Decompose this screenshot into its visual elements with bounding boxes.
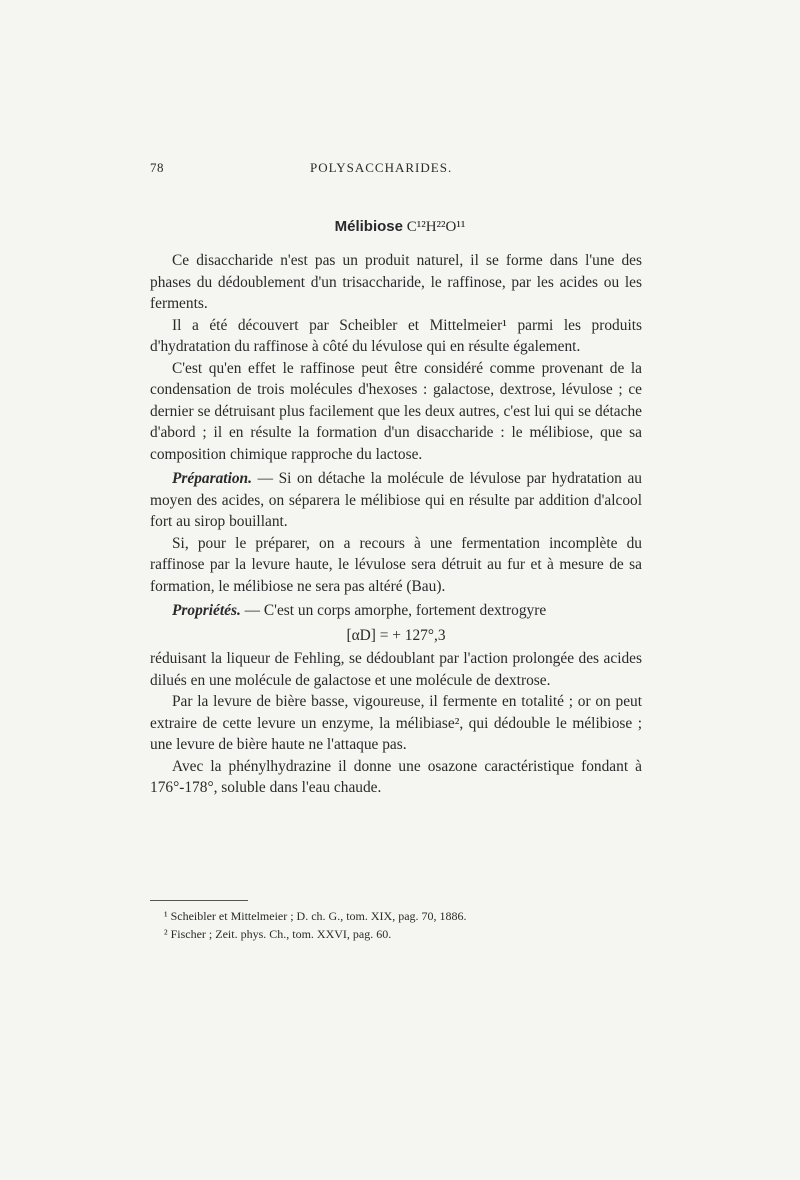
paragraph: Si, pour le préparer, on a recours à une fermentation incomplète du raffinose par la levure haute, le lévulose sera détruit au fur et à mesure de sa formation, le mélibiose ne sera pas altéré (Bau). bbox=[150, 534, 642, 595]
properties-heading: Propriétés. bbox=[172, 602, 241, 619]
rotation-equation: [αD] = + 127°,3 bbox=[346, 626, 446, 644]
section-title bbox=[150, 218, 650, 236]
preparation-heading: Préparation. bbox=[172, 470, 252, 487]
title-name: Mélibiose bbox=[334, 218, 403, 235]
paragraph: C'est qu'en effet le raffinose peut être considéré comme provenant de la condensation de trois molécules d'hexoses : galactose, dextrose, lévulose ; ce dernier se détruisant plus facilement que les deux autres, c'est lui qui se détache d'abord ; il en résulte la formation d'un disaccharide : le mélibiose, que sa composition chimique rapproche du lactose. bbox=[150, 359, 642, 463]
title-formula: C¹²H²²O¹¹ bbox=[406, 219, 466, 235]
preparation-paragraph bbox=[150, 468, 642, 533]
footnote-2: ² Fischer ; Zeit. phys. Ch., tom. XXVI, pag. 60. bbox=[164, 927, 392, 941]
page-header bbox=[150, 158, 650, 178]
page-number: 78 bbox=[150, 160, 164, 175]
properties-paragraph bbox=[150, 600, 642, 622]
footnotes bbox=[150, 900, 642, 943]
properties-text: — C'est un corps amorphe, fortement dextrogyre bbox=[240, 602, 547, 619]
preparation-text: — Si on détache la molécule de lévulose par hydratation au moyen des acides, on séparera le mélibiose qui en résulte par addition d'alcool fort au sirop bouillant. bbox=[150, 470, 642, 530]
body-text bbox=[150, 250, 642, 799]
paragraph: réduisant la liqueur de Fehling, se dédoublant par l'action prolongée des acides dilués en une molécule de galactose et une molécule de dextrose. bbox=[150, 650, 642, 689]
footnote-1: ¹ Scheibler et Mittelmeier ; D. ch. G., tom. XIX, pag. 70, 1886. bbox=[164, 909, 467, 923]
paragraph: Par la levure de bière basse, vigoureuse, il fermente en totalité ; or on peut extraire de cette levure un enzyme, la mélibiase², qui dédouble le mélibiose ; une levure de bière haute ne l'attaque pas. bbox=[150, 693, 642, 753]
running-head: POLYSACCHARIDES. bbox=[310, 160, 453, 175]
paragraph: Ce disaccharide n'est pas un produit naturel, il se forme dans l'une des phases du dédoublement d'un trisaccharide, le raffinose, par les acides ou les ferments. bbox=[150, 252, 642, 312]
paragraph: Avec la phénylhydrazine il donne une osazone caractéristique fondant à 176°-178°, soluble dans l'eau chaude. bbox=[150, 757, 642, 796]
footnote-rule bbox=[150, 900, 248, 901]
paragraph: Il a été découvert par Scheibler et Mittelmeier¹ parmi les produits d'hydratation du raffinose à côté du lévulose qui en résulte également. bbox=[150, 316, 642, 355]
